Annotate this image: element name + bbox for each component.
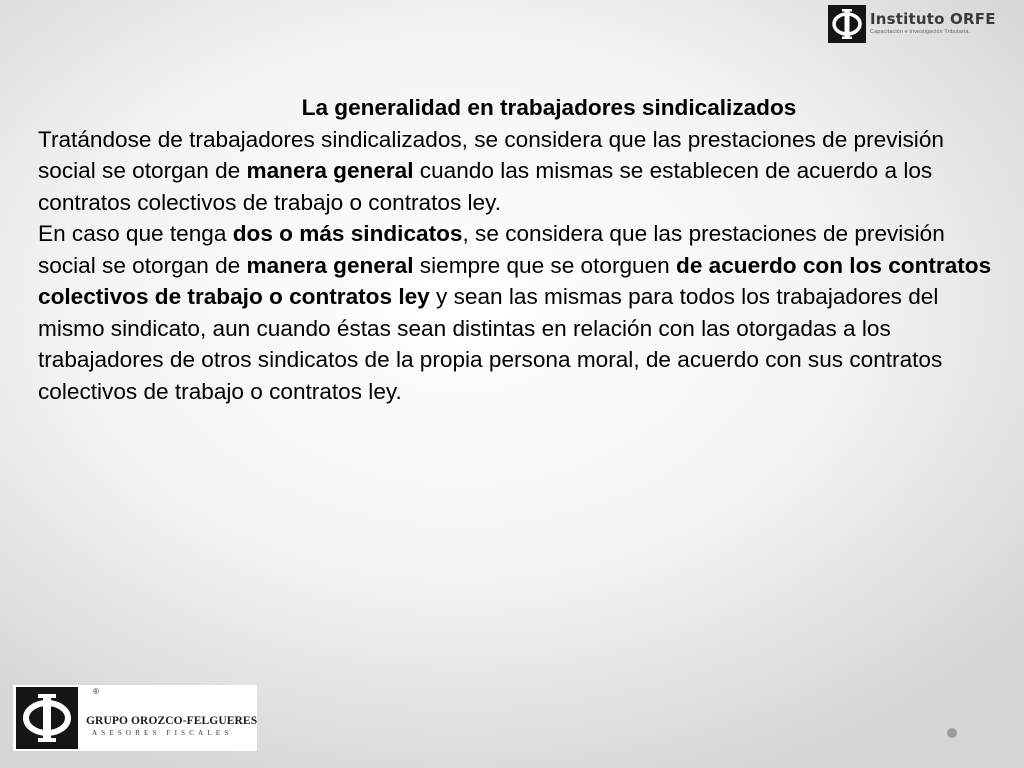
text-segment: , se considera que las prestaciones de previsión social se otorgan de	[38, 221, 945, 278]
emphasis-manera-general: manera general	[246, 158, 414, 183]
text-segment: siempre que se otorguen	[413, 252, 677, 278]
emphasis-contratos-colectivos: de acuerdo con los contratos colectivos de trabajo o contratos ley	[38, 252, 992, 309]
footer-brand-subtitle: ASESORES FISCALES	[92, 729, 233, 737]
paragraph-multiple-unions	[38, 218, 998, 407]
registered-mark: ®	[93, 687, 99, 696]
phi-logo-icon	[828, 5, 866, 43]
emphasis-manera-general: manera general	[246, 252, 414, 278]
footer-brand-name: GRUPO OROZCO-FELGUERES	[86, 715, 258, 727]
text-segment: Tratándose de trabajadores sindicalizados, se considera que las prestaciones de previsión social se otorgan de	[38, 126, 944, 183]
instituto-orfe-logo	[828, 4, 996, 44]
text-segment: En caso que tenga	[38, 221, 233, 246]
text-segment: y sean las mismas para todos los trabajadores del mismo sindicato, aun cuando éstas sean distintas en relación con las otorgadas a los trabajadores de otros sindicatos de la propia persona moral, de acuerdo con sus contratos colectivos de trabajo o contratos ley.	[38, 284, 943, 404]
emphasis-dos-o-mas-sindicatos: dos o más sindicatos	[232, 221, 463, 246]
brand-name: Instituto ORFE	[870, 10, 996, 29]
phi-logo-icon	[16, 687, 78, 749]
slide-content	[38, 92, 998, 407]
text-segment: cuando las mismas se establecen de acuerdo a los contratos colectivos de trabajo o contratos ley.	[38, 158, 933, 215]
brand-tagline: Capacitación e Investigación Tributaria.	[870, 29, 970, 36]
slide-indicator-dot	[947, 728, 957, 738]
slide-title: La generalidad en trabajadores sindicalizados	[301, 95, 797, 120]
paragraph-unionized	[38, 124, 998, 219]
grupo-orozco-felgueres-logo	[13, 685, 257, 751]
